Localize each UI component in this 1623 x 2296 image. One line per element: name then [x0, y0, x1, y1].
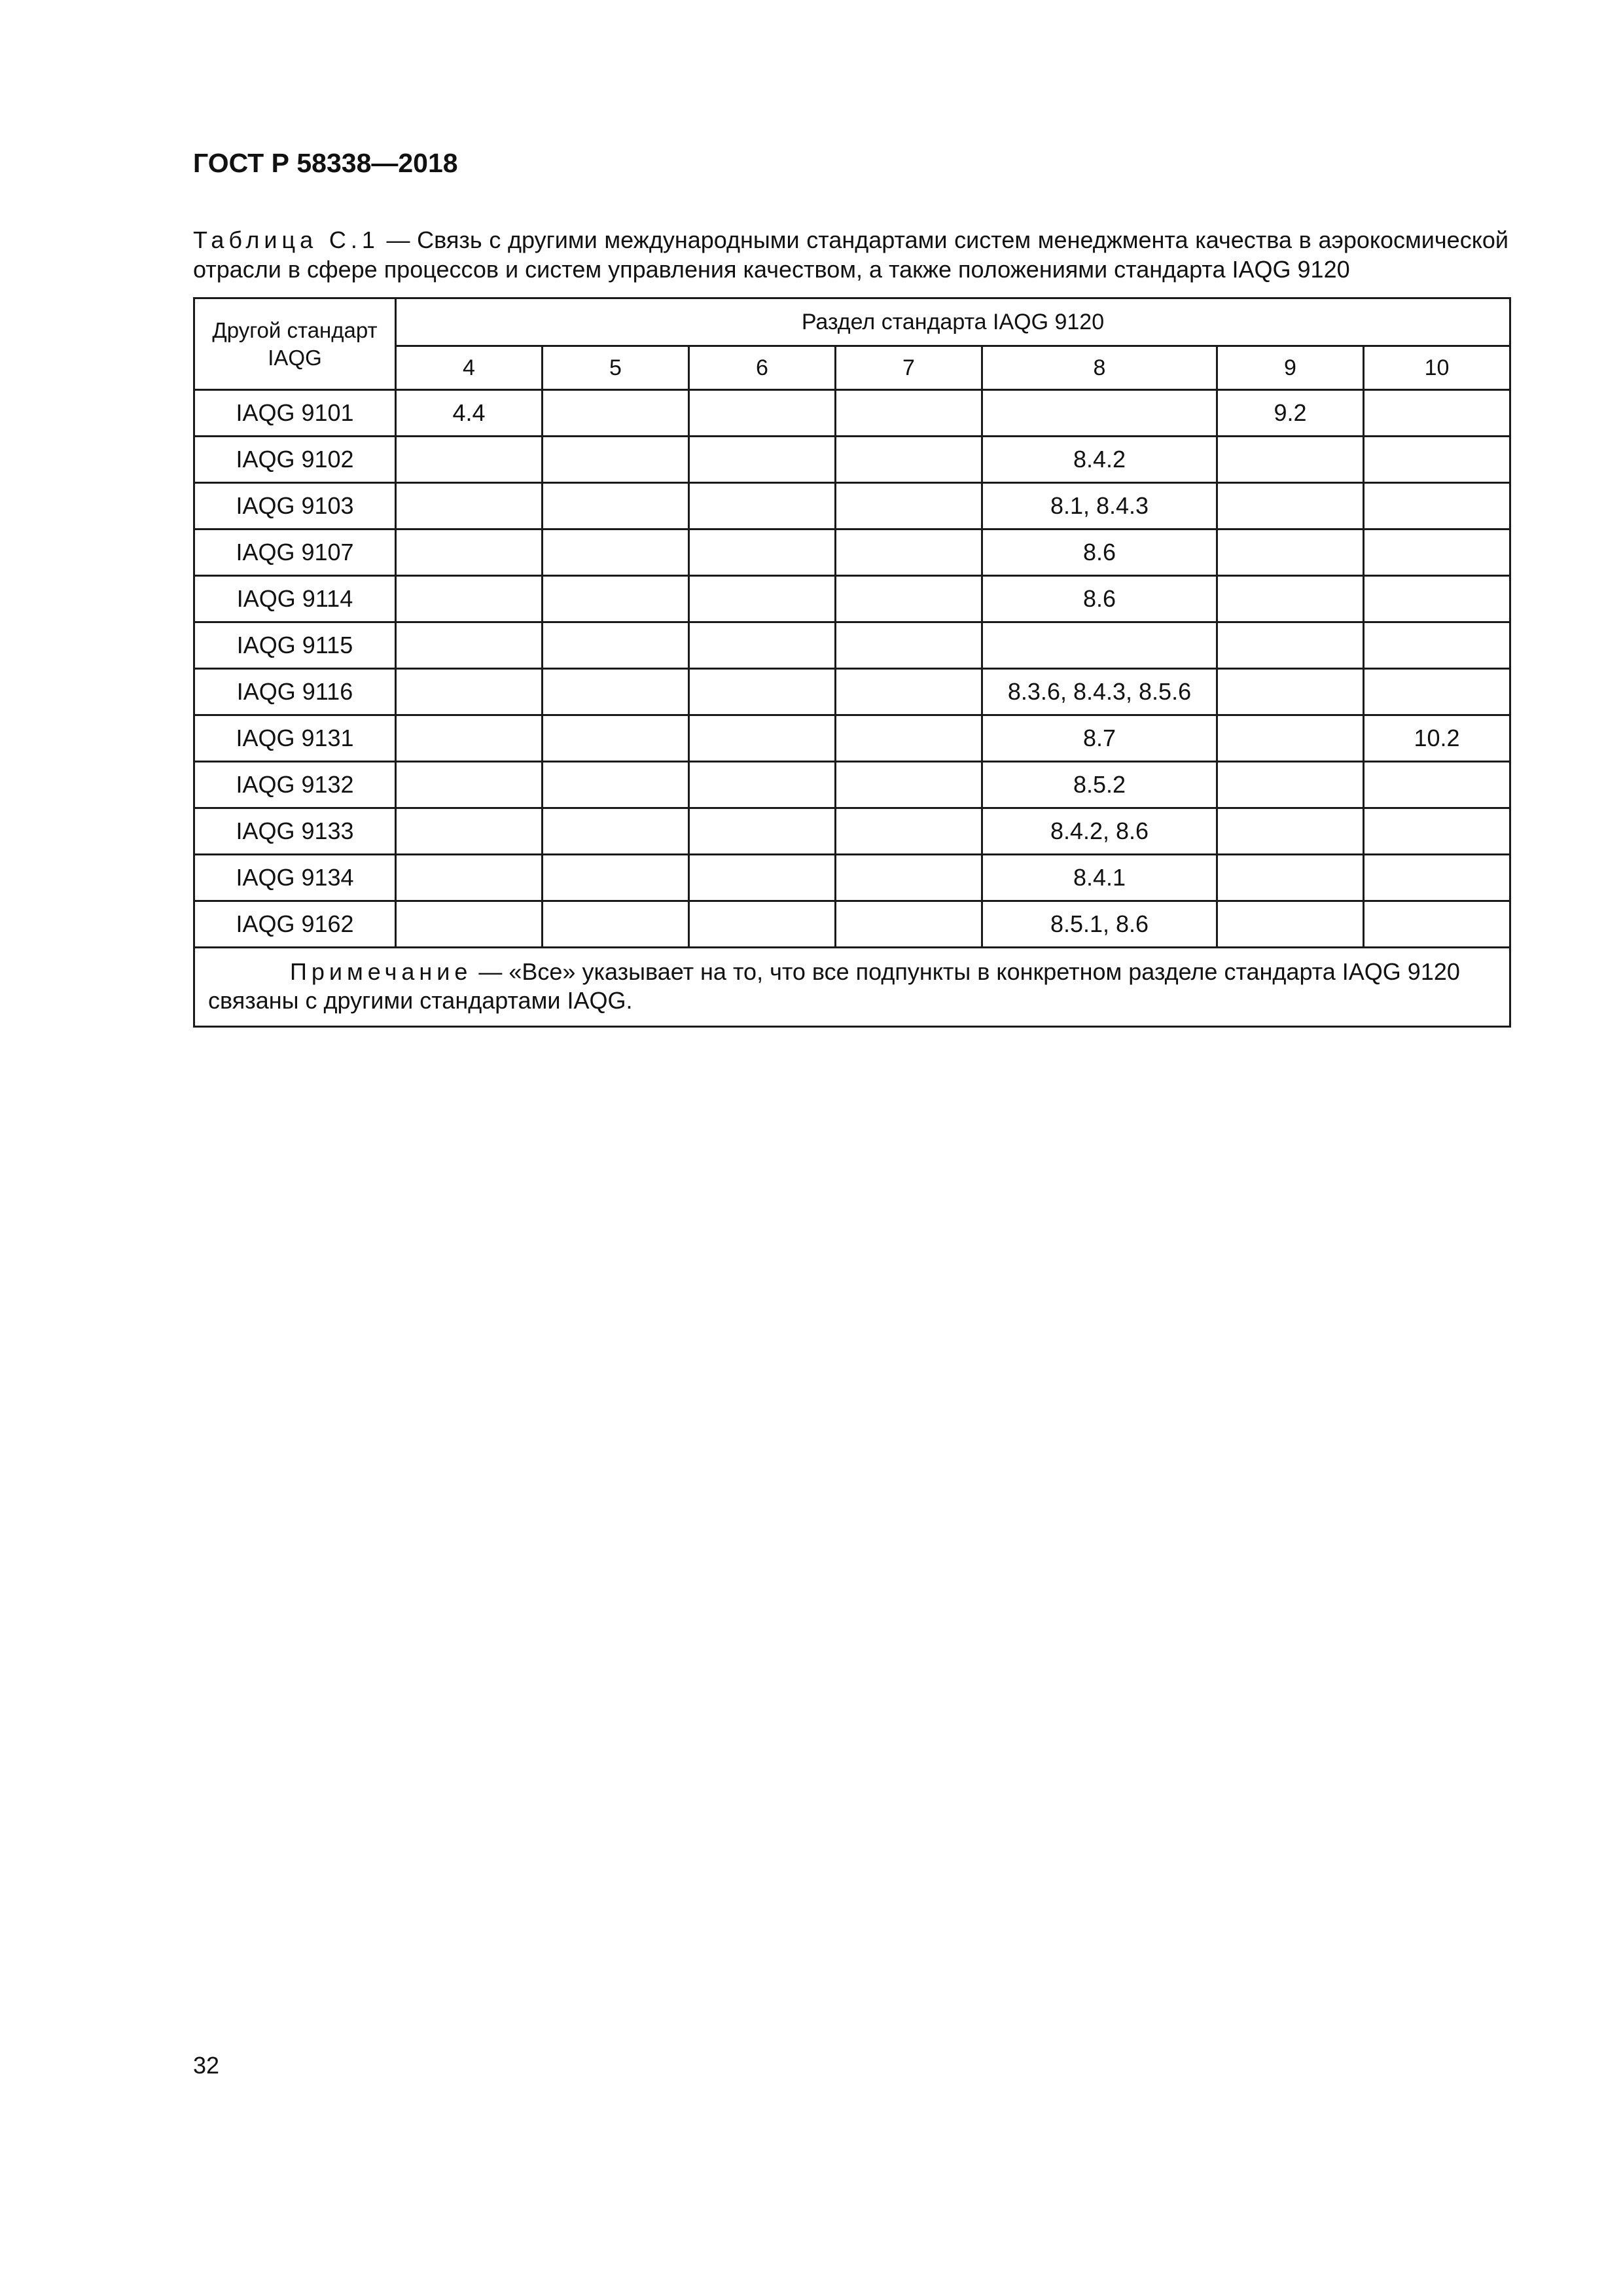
column-header: 9	[1217, 346, 1364, 390]
table-cell	[836, 808, 982, 855]
table-row	[194, 669, 1510, 715]
table-cell	[543, 669, 689, 715]
table-row	[194, 576, 1510, 622]
table-note	[194, 948, 1510, 1027]
table-cell	[1364, 855, 1510, 901]
table-cell	[1364, 390, 1510, 437]
row-standard: IAQG 9133	[194, 808, 396, 855]
correspondence-table	[193, 297, 1511, 1028]
table-cell	[689, 576, 836, 622]
table-cell	[396, 762, 543, 808]
row-standard: IAQG 9114	[194, 576, 396, 622]
table-cell: 4.4	[396, 390, 543, 437]
table-cell: 8.4.2, 8.6	[982, 808, 1217, 855]
row-standard: IAQG 9101	[194, 390, 396, 437]
table-row	[194, 715, 1510, 762]
table-cell: 10.2	[1364, 715, 1510, 762]
table-caption-lead: Таблица С.1	[193, 226, 380, 253]
column-header: 10	[1364, 346, 1510, 390]
table-row	[194, 390, 1510, 437]
row-standard: IAQG 9134	[194, 855, 396, 901]
table-note-lead: Примечание	[290, 958, 473, 985]
table-cell: 8.5.1, 8.6	[982, 901, 1217, 948]
table-cell	[689, 529, 836, 576]
table-cell	[543, 576, 689, 622]
table-cell	[836, 437, 982, 483]
table-cell	[689, 622, 836, 669]
table-cell	[836, 390, 982, 437]
table-cell	[1364, 529, 1510, 576]
table-cell: 8.5.2	[982, 762, 1217, 808]
table-cell	[836, 715, 982, 762]
table-cell	[1217, 901, 1364, 948]
table-cell: 8.6	[982, 529, 1217, 576]
table-cell	[396, 669, 543, 715]
row-standard: IAQG 9131	[194, 715, 396, 762]
table-cell	[1364, 622, 1510, 669]
table-cell	[836, 576, 982, 622]
table-row	[194, 529, 1510, 576]
table-cell	[1217, 483, 1364, 529]
column-header: 4	[396, 346, 543, 390]
header-row-group	[194, 298, 1510, 346]
table-cell	[396, 622, 543, 669]
table-cell	[1217, 529, 1364, 576]
table-cell: 8.3.6, 8.4.3, 8.5.6	[982, 669, 1217, 715]
table-cell	[396, 808, 543, 855]
table-caption	[193, 225, 1508, 284]
table-cell	[1217, 669, 1364, 715]
table-cell	[396, 437, 543, 483]
table-cell	[1217, 855, 1364, 901]
document-code: ГОСТ Р 58338—2018	[193, 148, 458, 178]
table-row	[194, 483, 1510, 529]
table-cell: 8.7	[982, 715, 1217, 762]
column-header: 8	[982, 346, 1217, 390]
table-cell	[1364, 483, 1510, 529]
table-cell	[543, 808, 689, 855]
note-row	[194, 948, 1510, 1027]
row-standard: IAQG 9115	[194, 622, 396, 669]
table-row	[194, 622, 1510, 669]
table-cell	[1364, 576, 1510, 622]
row-standard: IAQG 9103	[194, 483, 396, 529]
table-cell	[982, 622, 1217, 669]
table-cell	[1217, 808, 1364, 855]
table-cell	[689, 762, 836, 808]
table-body	[194, 390, 1510, 948]
table-cell	[689, 715, 836, 762]
table-cell: 8.4.2	[982, 437, 1217, 483]
table-cell	[689, 808, 836, 855]
table-caption-text: — Связь с другими международными стандартами систем менеджмента качества в аэрокосмической отрасли в сфере процессов и систем управления качеством, а также положениями стандарта IAQG 9120	[193, 226, 1508, 283]
table-cell	[543, 901, 689, 948]
table-cell	[836, 529, 982, 576]
row-standard: IAQG 9116	[194, 669, 396, 715]
table-cell	[836, 483, 982, 529]
table-cell	[543, 715, 689, 762]
table-cell	[1217, 762, 1364, 808]
table-cell	[836, 901, 982, 948]
table-cell	[689, 669, 836, 715]
table-row	[194, 762, 1510, 808]
row-standard: IAQG 9107	[194, 529, 396, 576]
table-row	[194, 808, 1510, 855]
table-cell	[982, 390, 1217, 437]
table-cell: 8.1, 8.4.3	[982, 483, 1217, 529]
table-cell	[836, 855, 982, 901]
table-row	[194, 437, 1510, 483]
table-cell	[689, 855, 836, 901]
table-cell	[396, 715, 543, 762]
table-cell	[396, 483, 543, 529]
table-row	[194, 901, 1510, 948]
table-cell	[836, 622, 982, 669]
row-standard: IAQG 9162	[194, 901, 396, 948]
table-cell	[689, 390, 836, 437]
row-standard: IAQG 9132	[194, 762, 396, 808]
table-cell: 8.4.1	[982, 855, 1217, 901]
table-cell	[543, 529, 689, 576]
table-cell	[396, 529, 543, 576]
table-cell	[689, 901, 836, 948]
table-cell	[543, 762, 689, 808]
table-note-text: — «Все» указывает на то, что все подпункты в конкретном разделе стандарта IAQG 9120 связаны с другими стандартами IAQG.	[208, 958, 1460, 1014]
table-cell	[1217, 437, 1364, 483]
table-cell	[543, 390, 689, 437]
table-cell	[1217, 622, 1364, 669]
table-cell	[543, 622, 689, 669]
table-cell	[1217, 576, 1364, 622]
table-cell	[396, 576, 543, 622]
table-cell	[1364, 669, 1510, 715]
stub-header: Другой стандарт IAQG	[194, 298, 396, 390]
table-cell	[1364, 762, 1510, 808]
table-cell	[396, 855, 543, 901]
table-cell	[543, 483, 689, 529]
table-cell	[1364, 901, 1510, 948]
table-row	[194, 855, 1510, 901]
table-cell	[1217, 715, 1364, 762]
table-cell	[836, 669, 982, 715]
table-cell	[1364, 808, 1510, 855]
table-cell: 8.6	[982, 576, 1217, 622]
row-standard: IAQG 9102	[194, 437, 396, 483]
table-cell	[543, 855, 689, 901]
table-cell	[689, 437, 836, 483]
table-cell	[396, 901, 543, 948]
page-number: 32	[193, 2052, 220, 2079]
column-header: 6	[689, 346, 836, 390]
table-cell	[836, 762, 982, 808]
table-cell	[689, 483, 836, 529]
group-header: Раздел стандарта IAQG 9120	[396, 298, 1510, 346]
table-cell	[1364, 437, 1510, 483]
column-header: 7	[836, 346, 982, 390]
column-header: 5	[543, 346, 689, 390]
table-cell: 9.2	[1217, 390, 1364, 437]
table-cell	[543, 437, 689, 483]
